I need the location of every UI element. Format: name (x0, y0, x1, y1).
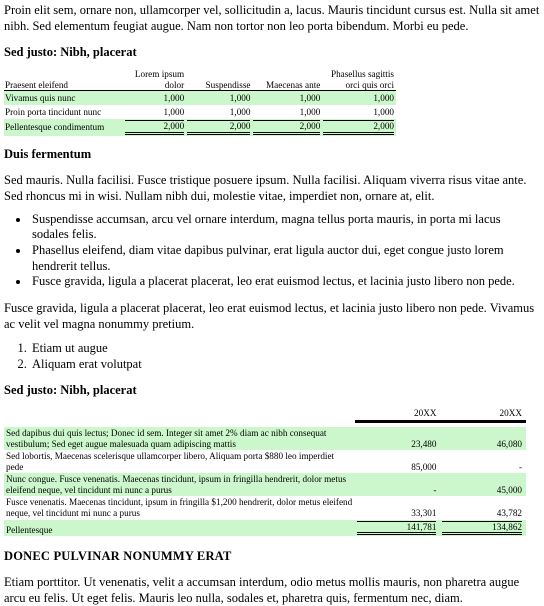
body-paragraph: Etiam porttitor. Ut venenatis, velit a accumsan interdum, odio metus mollis mauris, non pharetra augue arcu eu felis. Ut eget felis. Mauris leo nulla, sodales et, pharetra quis, fermentum nec, diam. (4, 575, 520, 606)
list-item: 2. Aliquam erat volutpat (30, 356, 540, 372)
list-item: • Suspendisse accumsan, arcu vel ornare interdum, magna tellus porta mauris, in porta mi lacus sodales felis. (30, 212, 540, 243)
column-header: Lorem ipsum dolor (124, 69, 186, 91)
cell-value: 1,000 (322, 91, 396, 106)
row-label: Vivamus quis nunc (4, 91, 124, 106)
column-header: Suspendisse (186, 69, 252, 91)
cell-value: 2,000 (253, 120, 320, 135)
cell-value: 1,000 (373, 106, 394, 117)
table-row (4, 427, 526, 450)
cell-value: 1,000 (299, 106, 321, 117)
cell-value: 1,000 (163, 106, 185, 117)
table-row (4, 105, 396, 119)
cell-value: 2,000 (125, 120, 184, 135)
table-row (4, 91, 396, 106)
section-heading: Sed justo: Nibh, placerat (4, 45, 137, 59)
row-label: Sed dapibus dui quis lectus; Donec id sem. Integer sit amet 2% diam ac nibh consequat vestibulum; Sed eget augue malesuada quam adipiscing mattis (4, 427, 355, 450)
cell-value: 43,782 (496, 507, 522, 518)
section-heading: DONEC PULVINAR NONUMMY ERAT (4, 549, 232, 564)
row-label: Nunc congue. Fusce venenatis. Maecenas tincidunt, ipsum in fringilla hendrerit, dolor metus eleifend neque, vel tincidunt mi nunc a purus (4, 473, 355, 496)
body-paragraph: Fusce gravida, ligula a placerat placerat, leo erat euismod lectus, et lacinia justo libero non pede. Vivamus ac velit vel magna nonummy pretium. (4, 300, 535, 331)
column-header: Phasellus sagittis orci quis orci (322, 69, 396, 91)
column-header: Maecenas ante (252, 69, 322, 91)
cell-value: 1,000 (186, 91, 252, 106)
body-paragraph: Sed mauris. Nulla facilisi. Fusce tristique posuere ipsum. Nulla facilisi. Aliquam viverra risus vitae ante. Sed rhoncus mi in wisi. Nullam nibh dui, molestie vitae, imperdiet non, ornare at, elit. (4, 172, 527, 203)
column-header: 20XX (355, 408, 441, 421)
column-header: 20XX (440, 408, 526, 421)
cell-value: 134,862 (442, 521, 522, 536)
financial-table (4, 408, 526, 536)
row-label: Pellentesque (4, 520, 355, 537)
table-row (4, 473, 526, 496)
cell-value: 85,000 (411, 461, 437, 472)
table-row (4, 496, 526, 519)
cell-value: 45,000 (440, 473, 526, 496)
table-row (4, 450, 526, 473)
intro-paragraph: Proin elit sem, ornare non, ullamcorper vel, sollicitudin a, lacus. Mauris tincidunt cursus est. Nulla sit amet nibh. Sed elementum feugiat augue. Nam non tortor non leo porta bibendum. Morbi eu pede. (4, 3, 540, 33)
row-label: Fusce venenatis. Maecenas tincidunt, ipsum in fringilla $1,200 hendrerit, dolor metus eleifend neque, vel tincidunt mi nunc a purus (6, 497, 353, 518)
cell-value: - (355, 473, 441, 496)
summary-table (4, 69, 396, 136)
cell-value: 1,000 (124, 91, 186, 106)
cell-value: 141,781 (357, 521, 437, 536)
row-label: Proin porta tincidunt nunc (5, 106, 102, 117)
list-item: • Phasellus eleifend, diam vitae dapibus pulvinar, erat ligula auctor dui, eget congue justo lorem hendrerit tellus. (30, 243, 540, 274)
cell-value: 2,000 (323, 120, 394, 135)
section-heading: Duis fermentum (4, 146, 92, 161)
column-header: Praesent eleifend (4, 69, 124, 91)
section-heading: Sed justo: Nibh, placerat (4, 383, 137, 398)
row-label: Sed lobortis, Maecenas scelerisque ullamcorper libero, Aliquam porta $880 leo imperdiet pede (6, 451, 335, 472)
row-label: Pellentesque condimentum (4, 119, 124, 136)
list-item: • Fusce gravida, ligula a placerat placerat, leo erat euismod lectus, et lacinia justo libero non pede. (30, 274, 540, 290)
cell-value: 1,000 (252, 91, 322, 106)
bullet-list (4, 212, 540, 290)
numbered-list (4, 340, 540, 373)
table-header-row (4, 69, 396, 91)
cell-value: - (518, 461, 522, 472)
cell-value: 23,480 (355, 427, 441, 450)
table-total-row (4, 119, 396, 136)
table-total-row (4, 520, 526, 537)
table-header-row (4, 408, 526, 421)
cell-value: 33,301 (411, 507, 437, 518)
cell-value: 46,080 (440, 427, 526, 450)
cell-value: 1,000 (229, 106, 251, 117)
cell-value: 2,000 (187, 120, 250, 135)
list-item: 1. Etiam ut augue (30, 340, 540, 356)
